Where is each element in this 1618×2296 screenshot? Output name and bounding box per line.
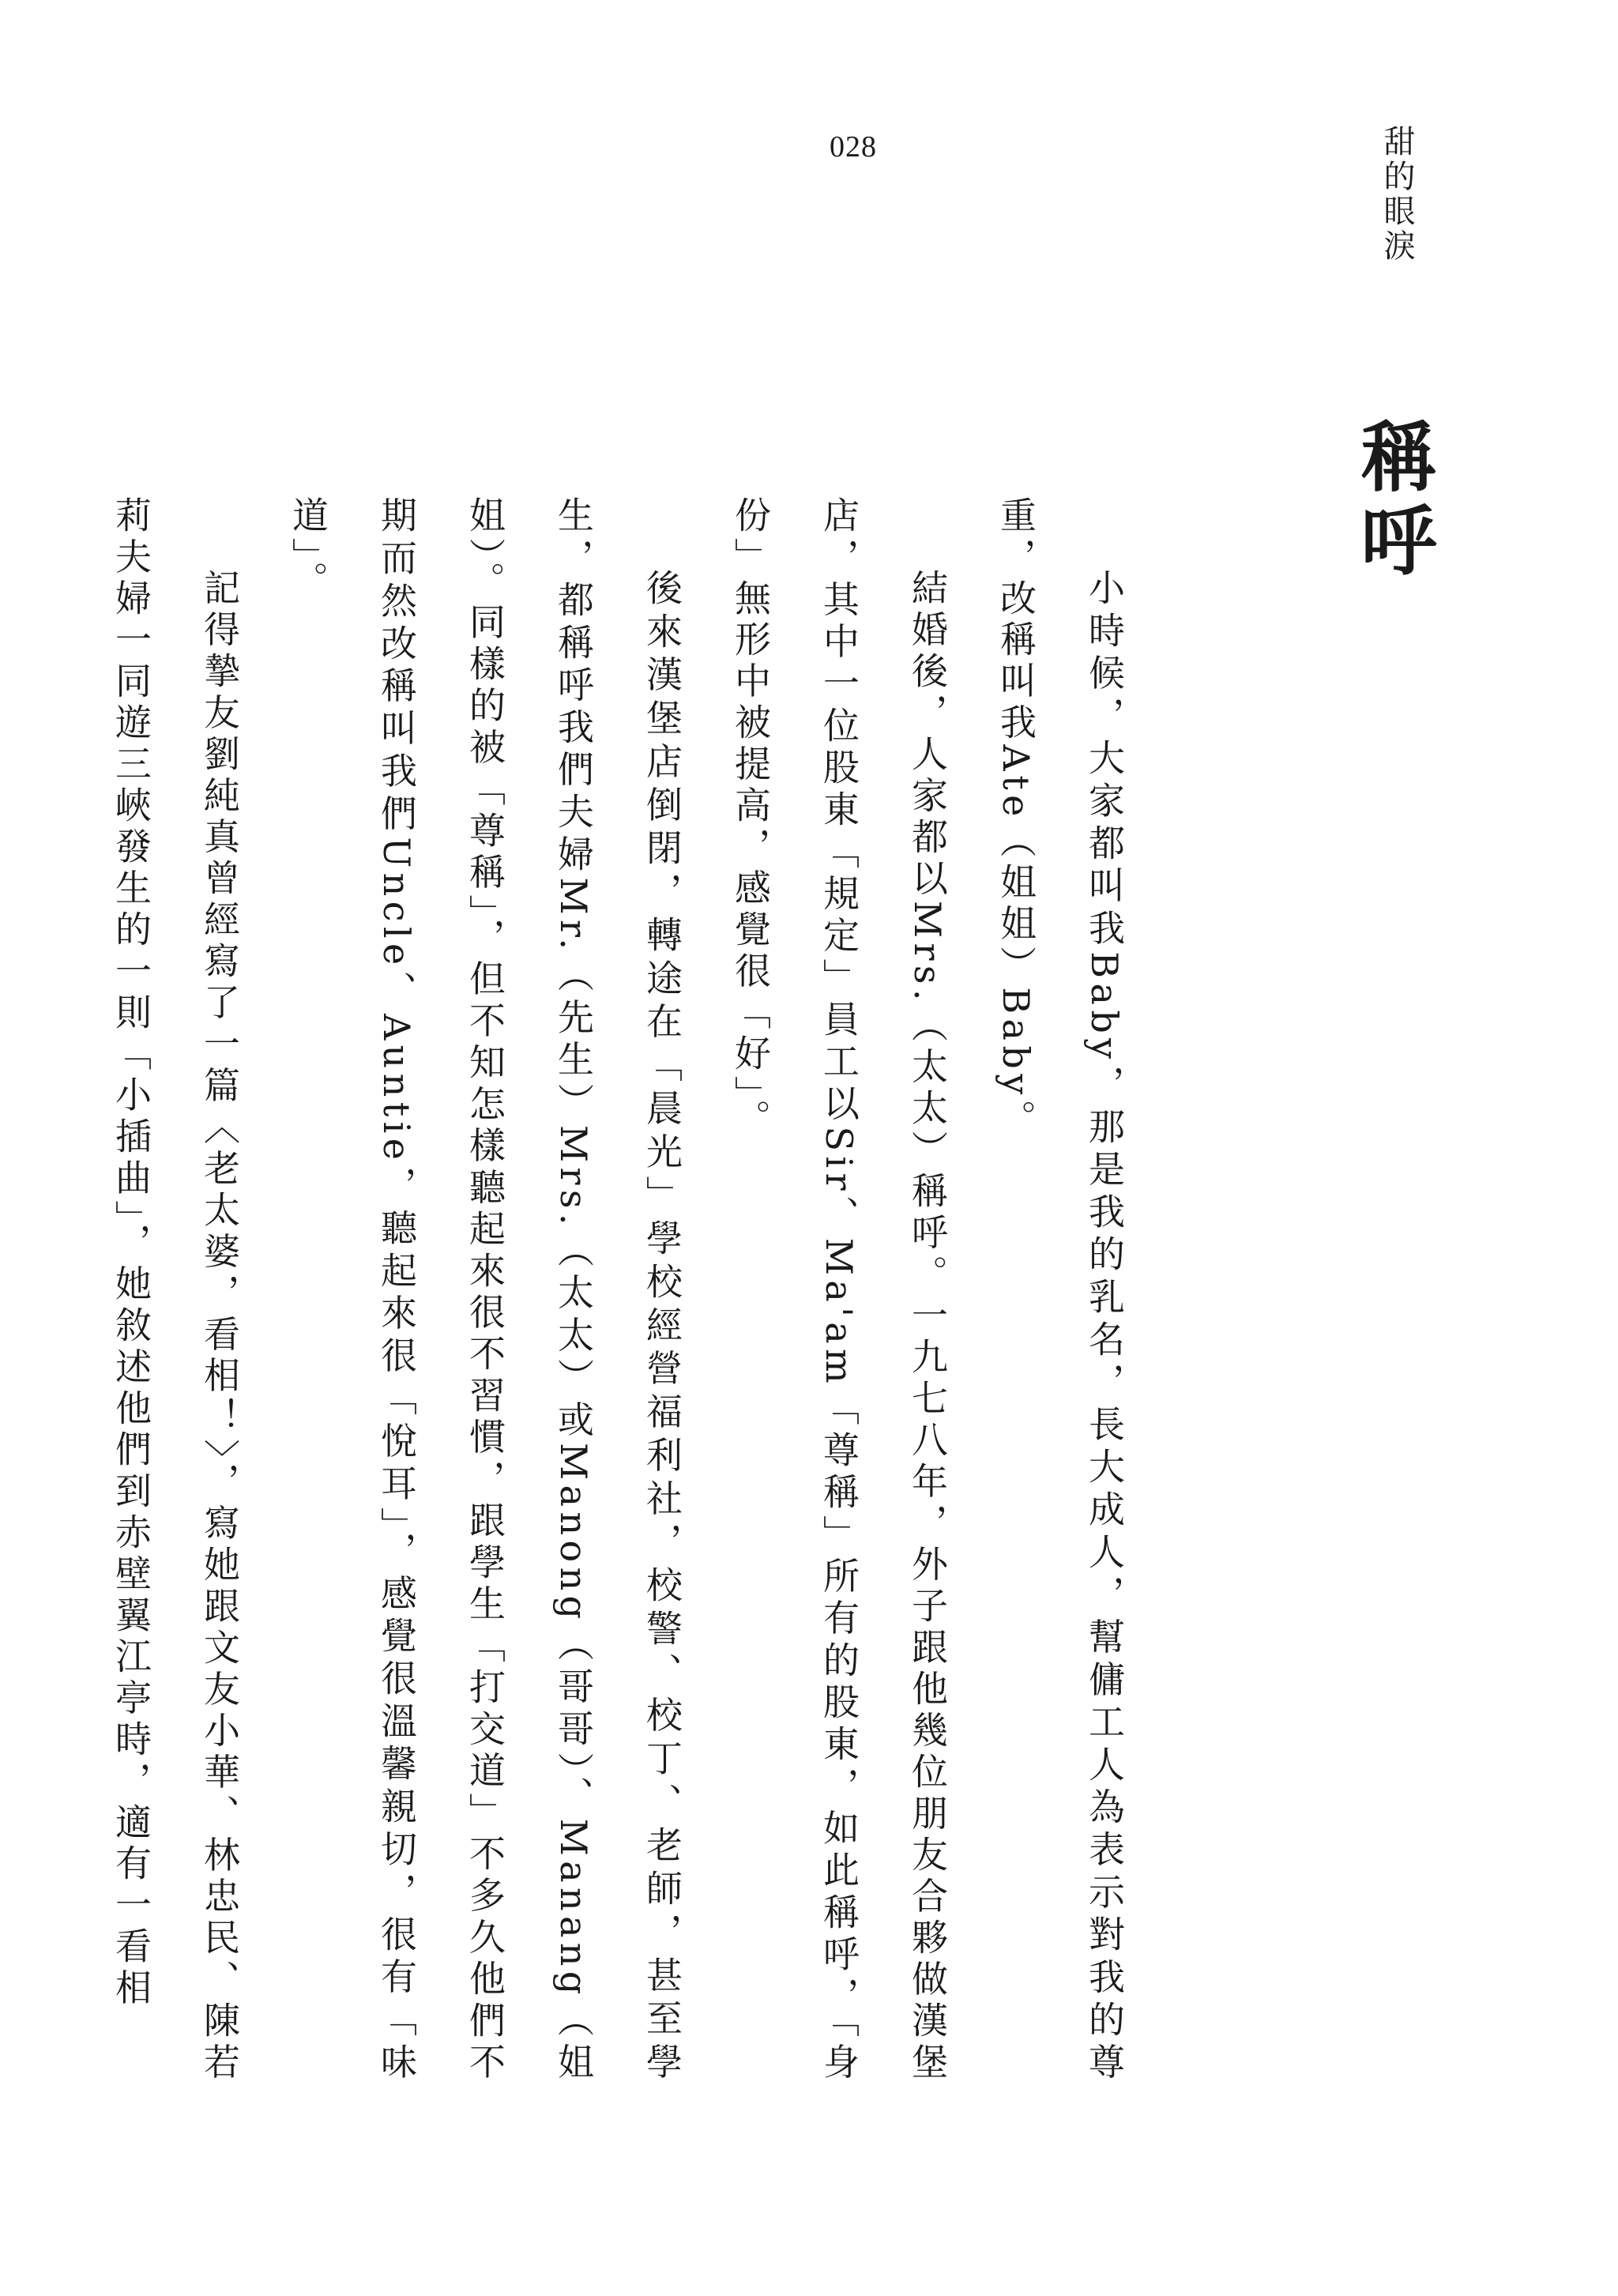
chapter-title: 稱呼 <box>1349 417 1437 585</box>
paragraph-3: 後來漢堡店倒閉，轉途在「晨光」學校經營福利社，校警、校丁、老師，甚至學生，都稱呼我們夫婦Mr.（先生）Mrs.（太太）或Manong（哥哥）、Manang（姐姐）。同樣的被「尊稱」，但不知怎樣聽起來很不習慣，跟學生「打交道」不多久他們不期而然改稱叫我們Uncle、Auntie，聽起來很「悅耳」，感覺很溫馨親切，很有「味道」。 <box>287 496 683 2084</box>
running-head: 甜的眼淚 <box>1379 125 1415 264</box>
page-number: 028 <box>830 130 877 164</box>
paragraph-2: 結婚後，人家都以Mrs.（太太）稱呼。一九七八年，外子跟他幾位朋友合夥做漢堡店，其中一位股東「規定」員工以Sir、Ma'am「尊稱」所有的股東，如此稱呼，「身份」無形中被提高，感覺很「好」。 <box>729 496 949 2084</box>
body-text <box>87 496 1149 2084</box>
paragraph-4: 記得摯友劉純真曾經寫了一篇〈老太婆，看相！〉，寫她跟文友小華、林忠民、陳若莉夫婦一同遊三峽發生的一則「小插曲」，她敘述他們到赤壁翼江亭時，適有一看相 <box>110 496 241 2084</box>
paragraph-1: 小時候，大家都叫我Baby，那是我的乳名，長大成人，幫傭工人為表示對我的尊重，改稱叫我Ate（姐姐）Baby。 <box>995 496 1126 2084</box>
